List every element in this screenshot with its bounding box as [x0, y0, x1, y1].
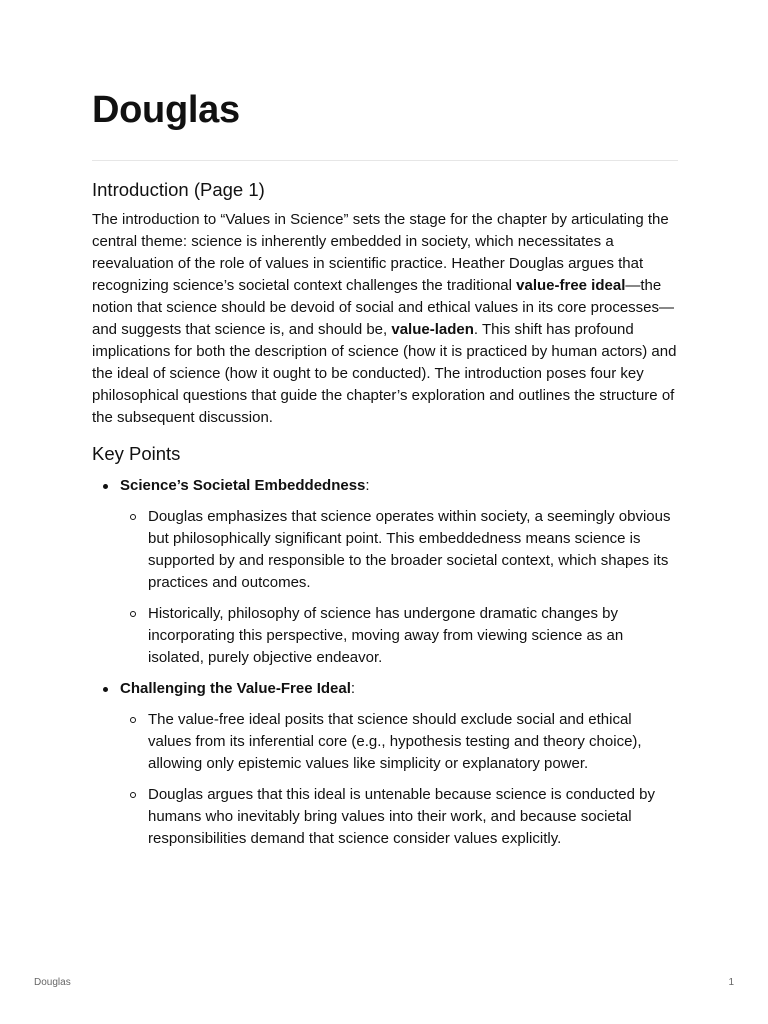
sub-points-list: [120, 709, 678, 850]
list-item: [120, 784, 678, 850]
hollow-bullet-icon: [130, 717, 136, 723]
section-heading-key-points: Key Points: [92, 443, 181, 464]
key-points-list: [92, 475, 678, 850]
intro-text-part-1: The introduction to “Values in Science” sets the stage for the chapter by articulating the central theme: science is inherently embedded in society, which necessitates a reevaluation of the role of values in scientific practice. Heather Douglas argues that recognizing science’s societal context challenges the traditional: [92, 211, 669, 294]
key-point-colon: :: [350, 680, 356, 697]
hollow-bullet-icon: [130, 514, 136, 520]
sub-points-list: [120, 506, 678, 669]
bullet-icon: [103, 484, 108, 489]
key-point-label: Science’s Societal Embeddedness: [120, 477, 366, 494]
title-divider: [92, 160, 678, 161]
list-item: [120, 506, 678, 594]
sub-point-text: The value-free ideal posits that science should exclude social and ethical values from its inferential core (e.g., hypothesis testing and theory choice), allowing only epistemic values like simplicity or explanatory power.: [148, 711, 642, 772]
intro-bold-value-laden: value-laden: [391, 321, 474, 338]
list-item: [120, 603, 678, 669]
hollow-bullet-icon: [130, 792, 136, 798]
intro-bold-value-free-ideal: value-free ideal: [516, 277, 626, 294]
bullet-icon: [103, 687, 108, 692]
intro-text-part-3: . This shift has profound implications for both the description of science (how it is practiced by human actors) and the ideal of science (how it ought to be conducted). The introduction poses four key philosophical questions that guide the chapter’s exploration and outlines the structure of the subsequent discussion.: [92, 321, 677, 426]
list-item: [92, 475, 678, 669]
section-heading-introduction: Introduction (Page 1): [92, 179, 265, 200]
document-page: [92, 88, 678, 859]
footer-page-number: 1: [728, 977, 734, 988]
footer-document-name: Douglas: [34, 977, 71, 988]
introduction-paragraph: [92, 209, 678, 429]
sub-point-text: Douglas emphasizes that science operates within society, a seemingly obvious but philosophically significant point. This embeddedness means science is supported by and responsible to the broader societal context, which shapes its practices and outcomes.: [148, 508, 671, 591]
key-point-label: Challenging the Value-Free Ideal: [120, 680, 351, 697]
key-point-colon: :: [365, 477, 370, 494]
intro-text-part-2: —the notion that science should be devoid of social and ethical values in its core processes—and suggests that science is, and should be,: [92, 277, 675, 338]
sub-point-text: Historically, philosophy of science has undergone dramatic changes by incorporating this perspective, moving away from viewing science as an isolated, purely objective endeavor.: [148, 605, 624, 666]
sub-point-text: Douglas argues that this ideal is untenable because science is conducted by humans who inevitably bring values into their work, and because societal responsibilities demand that science consider values explicitly.: [148, 786, 655, 847]
page-title: Douglas: [92, 89, 240, 131]
list-item: [92, 678, 678, 850]
hollow-bullet-icon: [130, 611, 136, 617]
list-item: [120, 709, 678, 775]
